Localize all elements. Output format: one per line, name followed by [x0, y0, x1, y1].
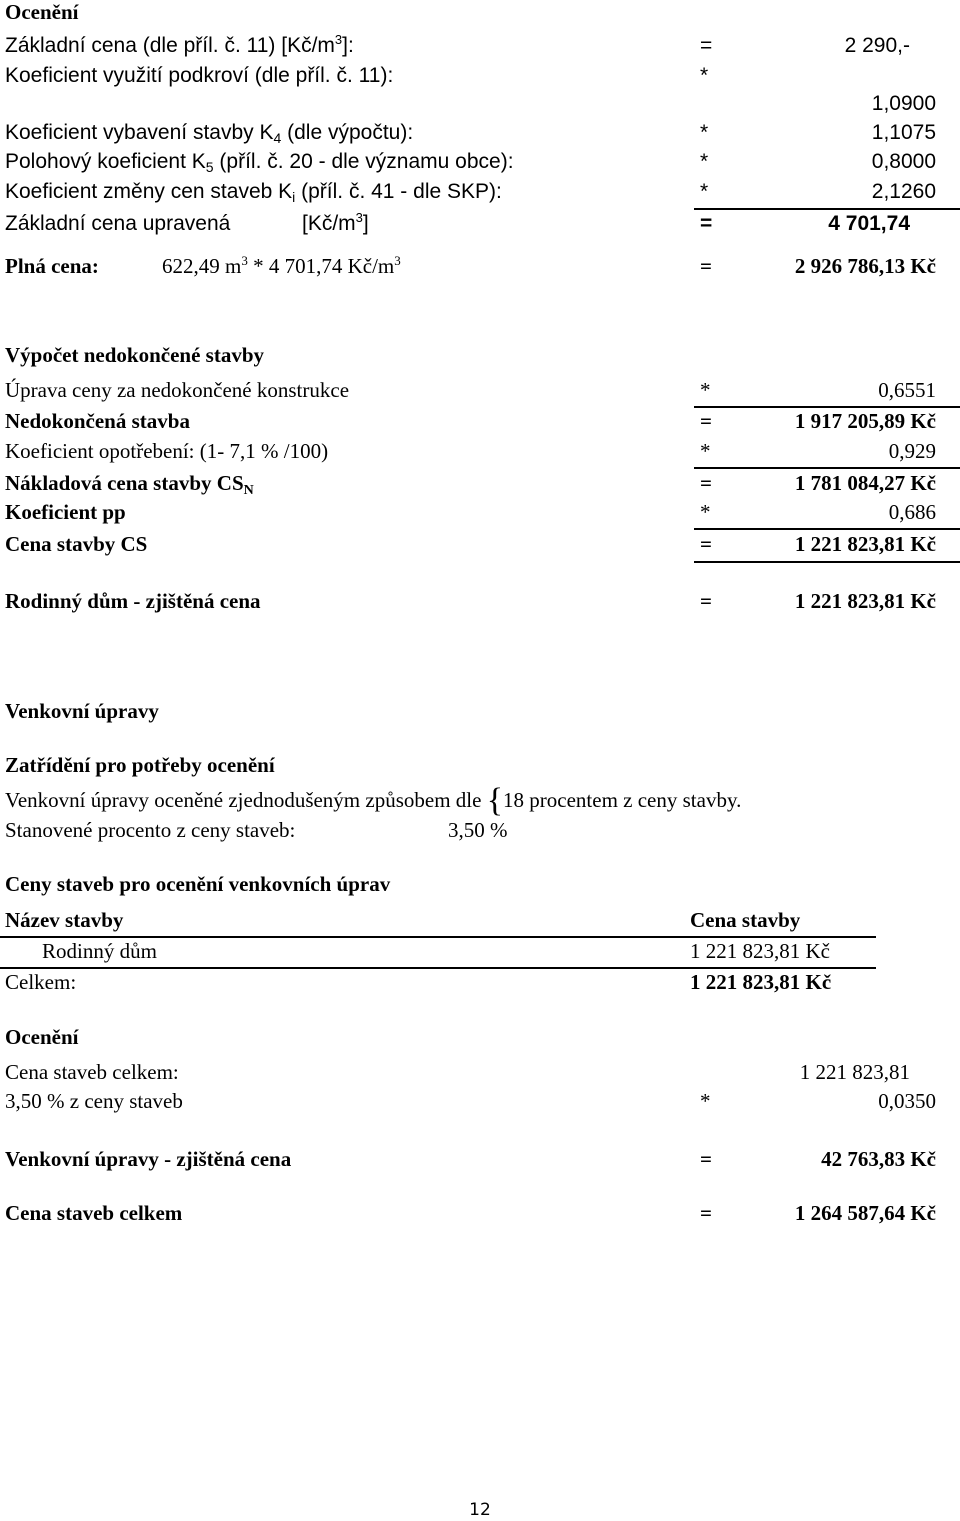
row-label: Koeficient pp [5, 500, 126, 524]
row-value: 1 221 823,81 [799, 1060, 910, 1084]
row-koef-zmeny-cen [0, 180, 960, 208]
row-plna-cena [0, 254, 960, 282]
divider-line [694, 406, 960, 408]
subheading-zatrideni [0, 753, 960, 781]
row-label: Venkovní úpravy - zjištěná cena [5, 1147, 292, 1171]
row-label: Koeficient změny cen staveb $K_i$ (příl. č. 41 - dle SKP): [5, 180, 502, 205]
row-polohovy-koef [0, 150, 960, 178]
row-value: 42 763,83 Kč [821, 1147, 936, 1171]
row-zakladni-cena-upravena [0, 212, 960, 240]
paragraph-text: Venkovní úpravy oceněné zjednodušeným způsobem dle {18 procentem z ceny stavby. [5, 782, 742, 819]
row-cena-staveb-celkem [0, 1060, 960, 1088]
row-value: 0,8000 [871, 150, 936, 173]
row-operator: = [700, 589, 712, 613]
row-koef-pp [0, 500, 960, 528]
row-operator: * [700, 150, 709, 173]
brace-glyph: { [486, 782, 504, 819]
row-label: Nákladová cena stavby $CS_N$ [5, 471, 254, 498]
row-operator: * [700, 180, 709, 203]
row-value: 1 221 823,81 Kč [794, 589, 936, 613]
row-operator: = [700, 532, 712, 556]
heading-text: Ocenění [5, 1025, 79, 1049]
row-unit: $[Kč/m^3]$ [302, 210, 369, 235]
divider-line [694, 208, 960, 210]
row-rodinny-dum-cena [0, 589, 960, 617]
text-venkovni-upravy [0, 782, 960, 819]
row-label: Koeficient opotřebení: (1- 7,1 % /100) [5, 439, 329, 463]
text-stanovene-procento [0, 818, 960, 846]
row-koef-podkrovi-value [0, 92, 960, 120]
heading-text: Venkovní úpravy [5, 699, 159, 723]
heading-text: Výpočet nedokončené stavby [5, 343, 265, 367]
row-value: 1 917 205,89 Kč [794, 409, 936, 433]
table-row-line [0, 967, 876, 969]
row-operator: * [700, 1089, 711, 1113]
cell-nazev: Rodinný dům [42, 939, 157, 963]
row-value: 2 290,- [844, 34, 910, 57]
row-operator: * [700, 500, 711, 524]
column-header-nazev: Název stavby [5, 908, 124, 932]
row-label: Cena staveb celkem [5, 1201, 183, 1225]
row-expression: 622,49 $m^3 * 4$ 701,74 $Kč/m^3$ [162, 253, 401, 278]
row-value: 4 701,74 [828, 212, 910, 235]
row-koef-podkrovi [0, 64, 960, 92]
heading-text: Ceny staveb pro ocenění venkovních úprav [5, 872, 391, 896]
row-nakladova-cena [0, 471, 960, 499]
row-label: Koeficient vybavení stavby $K_4$ (dle výpočtu): [5, 121, 414, 146]
row-value: 0,929 [888, 439, 936, 463]
row-value: 0,6551 [878, 378, 936, 402]
row-operator: = [700, 409, 712, 433]
row-operator: = [700, 212, 713, 235]
row-value: 2,1260 [871, 180, 936, 203]
row-operator: = [700, 34, 713, 57]
section-heading-venkovni-upravy [0, 699, 960, 727]
row-operator: = [700, 1147, 712, 1171]
row-label: Koeficient využití podkroví (dle příl. č. 11): [5, 64, 394, 87]
total-value: 1 221 823,81 Kč [690, 970, 832, 994]
cell-cena: 1 221 823,81 Kč [690, 939, 830, 963]
section-heading-oceneni-2 [0, 1025, 960, 1053]
row-label: 3,50 % z ceny staveb [5, 1089, 183, 1113]
table-header-line [0, 936, 876, 938]
row-value: 0,686 [888, 500, 936, 524]
row-procento-z-ceny [0, 1089, 960, 1117]
row-value: 1,0900 [871, 92, 936, 115]
row-operator: * [700, 121, 709, 144]
row-value: 2 926 786,13 Kč [794, 254, 936, 278]
row-nedokoncena-stavba [0, 409, 960, 437]
row-uprava-ceny [0, 378, 960, 406]
section-heading-oceneni [0, 0, 960, 28]
row-zakladni-cena [0, 34, 960, 62]
row-operator: = [700, 471, 712, 495]
row-label: Plná cena: [5, 254, 99, 278]
divider-line [694, 561, 960, 563]
row-label: Úprava ceny za nedokončené konstrukce [5, 378, 350, 402]
row-operator: * [700, 64, 709, 87]
row-value: 1 781 084,27 Kč [794, 471, 936, 495]
table-total-row [0, 970, 960, 998]
page-number: 12 [469, 1500, 491, 1520]
table-row [0, 939, 960, 967]
heading-text: Zatřídění pro potřeby ocenění [5, 753, 275, 777]
row-label: Základní cena upravená [5, 212, 231, 235]
heading-text: Ocenění [5, 0, 79, 24]
row-operator: * [700, 439, 711, 463]
row-label: Cena staveb celkem: [5, 1060, 179, 1084]
row-operator: = [700, 254, 712, 278]
row-value: 1,1075 [871, 121, 936, 144]
divider-line [694, 467, 960, 469]
procento-label: Stanovené procento z ceny staveb: [5, 818, 296, 842]
row-value: 1 264 587,64 Kč [794, 1201, 936, 1225]
divider-line [694, 528, 960, 530]
row-label: Základní cena (dle příl. č. 11) $[Kč/m^3]$: [5, 32, 354, 57]
row-value: 1 221 823,81 Kč [794, 532, 936, 556]
table-header-row [0, 908, 960, 936]
row-operator: = [700, 1201, 712, 1225]
row-koef-vybaveni [0, 121, 960, 149]
section-heading-nedokoncena [0, 343, 960, 371]
row-label: Rodinný dům - zjištěná cena [5, 589, 261, 613]
row-label: Nedokončená stavba [5, 409, 190, 433]
column-header-cena: Cena stavby [690, 908, 801, 932]
row-venkovni-upravy-cena [0, 1147, 960, 1175]
row-cena-stavby-cs [0, 532, 960, 560]
row-label: Polohový koeficient $K_5$ (příl. č. 20 - dle významu obce): [5, 150, 514, 175]
row-koef-opotrebeni [0, 439, 960, 467]
procento-value: 3,50 % [448, 818, 508, 842]
row-value: 0,0350 [878, 1089, 936, 1113]
row-cena-staveb-celkem-final [0, 1201, 960, 1229]
row-operator: * [700, 378, 711, 402]
total-label: Celkem: [5, 970, 77, 994]
row-label: Cena stavby CS [5, 532, 148, 556]
table-heading-ceny-staveb [0, 872, 960, 900]
